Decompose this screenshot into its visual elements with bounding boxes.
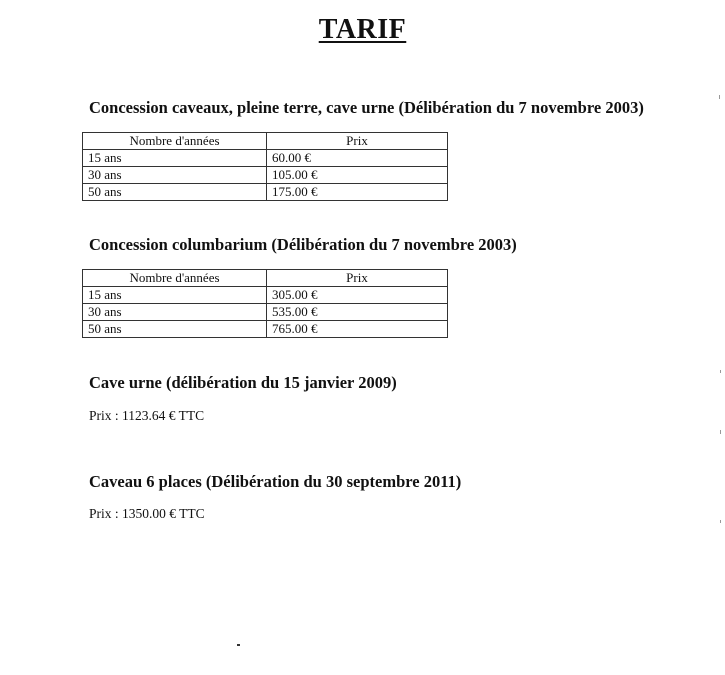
table-row bbox=[83, 184, 448, 201]
section-heading-caveaux: Concession caveaux, pleine terre, cave urne (Délibération du 7 novembre 2003) bbox=[89, 98, 644, 117]
scan-speck bbox=[720, 430, 721, 434]
price-caveau: Prix : 1350.00 € TTC bbox=[89, 506, 205, 521]
table-row bbox=[83, 304, 448, 321]
table-row bbox=[83, 321, 448, 338]
cell-price: 105.00 € bbox=[267, 167, 448, 184]
cell-price: 175.00 € bbox=[267, 184, 448, 201]
scan-speck bbox=[719, 95, 720, 99]
column-header-price: Prix bbox=[267, 270, 448, 287]
column-header-price: Prix bbox=[267, 133, 448, 150]
price-cave-urne: Prix : 1123.64 € TTC bbox=[89, 408, 205, 423]
table-row bbox=[83, 167, 448, 184]
cell-price: 765.00 € bbox=[267, 321, 448, 338]
cell-years: 30 ans bbox=[83, 167, 267, 184]
column-header-years: Nombre d'années bbox=[83, 133, 267, 150]
table-row bbox=[83, 287, 448, 304]
section-heading-caveau: Caveau 6 places (Délibération du 30 septembre 2011) bbox=[89, 472, 462, 491]
page-title: TARIF bbox=[318, 14, 407, 45]
cell-years: 50 ans bbox=[83, 184, 267, 201]
cell-years: 15 ans bbox=[83, 150, 267, 167]
table-row bbox=[83, 150, 448, 167]
cell-price: 60.00 € bbox=[267, 150, 448, 167]
tarif-table-caveaux bbox=[82, 132, 448, 201]
cell-years: 30 ans bbox=[83, 304, 267, 321]
cell-price: 535.00 € bbox=[267, 304, 448, 321]
cell-price: 305.00 € bbox=[267, 287, 448, 304]
table-header-row bbox=[83, 133, 448, 150]
scan-speck bbox=[237, 644, 240, 646]
section-heading-cave-urne: Cave urne (délibération du 15 janvier 2009) bbox=[89, 373, 397, 392]
column-header-years: Nombre d'années bbox=[83, 270, 267, 287]
scan-speck bbox=[720, 370, 721, 373]
cell-years: 50 ans bbox=[83, 321, 267, 338]
section-heading-columbarium: Concession columbarium (Délibération du 7 novembre 2003) bbox=[89, 235, 517, 254]
cell-years: 15 ans bbox=[83, 287, 267, 304]
tarif-table-columbarium bbox=[82, 269, 448, 338]
scan-speck bbox=[720, 520, 721, 523]
table-header-row bbox=[83, 270, 448, 287]
